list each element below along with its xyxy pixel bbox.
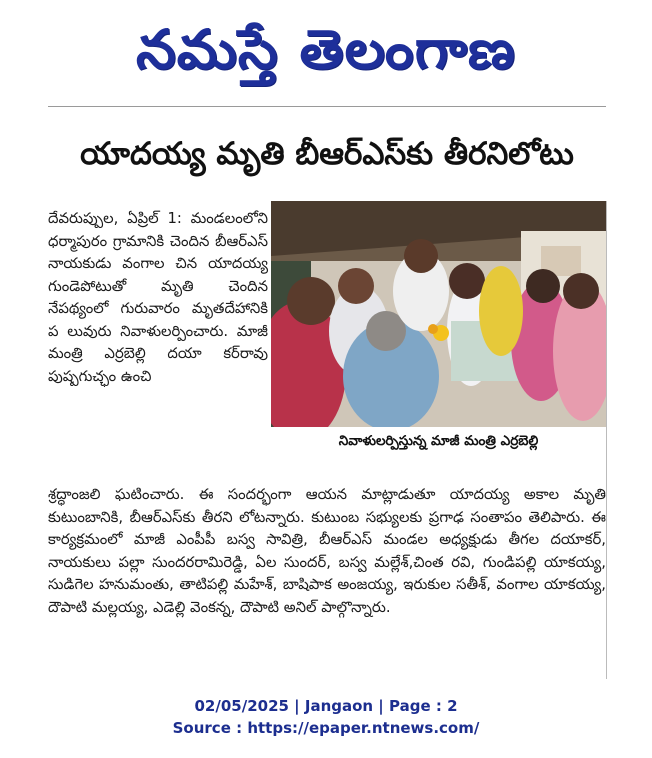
article-column-text	[48, 208, 268, 388]
footer-dateline: 02/05/2025 | Jangaon | Page : 2	[194, 697, 458, 715]
article-headline: యాదయ్య మృతి బీఆర్‌ఎస్‌కు తీరనిలోటు	[80, 136, 574, 172]
photo-caption: నివాళులర్పిస్తున్న మాజీ మంత్రి ఎర్రబెల్లి	[338, 432, 539, 449]
article-paragraph: శ్రద్ధాంజలి ఘటించారు. ఈ సందర్భంగా ఆయన మాట్లాడుతూ యాదయ్య అకాల మృతి కుటుంబానికి, బీఆర్‌ఎస్‌కు తీరని లోటన్నారు. కుటుంబ సభ్యులకు ప్రగాఢ సంతాపం తెలిపారు. ఈ కార్యక్రమంలో మాజీ ఎంపీపీ బస్వ సావిత్రి, బీఆర్‌ఎస్ మండల అధ్యక్షుడు తీగల దయాకర్, నాయకులు పల్లా సుందరరామిరెడ్డి, ఏల సుందర్, బస్వ మల్లేశ్,చింత రవి, గుండిపల్లి యాకయ్య, సుడిగెల హనుమంతు, తాటిపల్లి మహేశ్, బాషిపాక అంజయ్య, ఇరుకుల సతీశ్, వంగాల యాకయ్య, దౌపాటి మల్లయ్య, ఎడెల్లి వెంకన్న, దౌపాటి అనిల్ పాల్గొన్నారు.	[48, 486, 606, 616]
article-body-text	[48, 484, 606, 619]
column-divider	[606, 201, 607, 679]
article-paragraph: దేవరుప్పుల, ఏప్రిల్ 1: మండలంలోని ధర్మాపురం గ్రామానికి చెందిన బీఆర్‌ఎస్ నాయకుడు వంగాల చిన యాదయ్య గుండెపోటుతో మృతి చెందిన నేపథ్యంలో గురువారం మృతదేహానికి ప లువురు నివాళులర్పించారు. మాజీ మంత్రి ఎర్రబెల్లి దయా కర్‌రావు పుష్పగుచ్ఛం ఉంచి	[48, 210, 268, 385]
newspaper-logo: నమస్తే తెలంగాణ	[136, 18, 516, 81]
masthead	[0, 0, 652, 100]
footer-source[interactable]: Source : https://epaper.ntnews.com/	[172, 719, 480, 737]
article-photo	[271, 201, 606, 427]
masthead-divider	[48, 106, 606, 107]
